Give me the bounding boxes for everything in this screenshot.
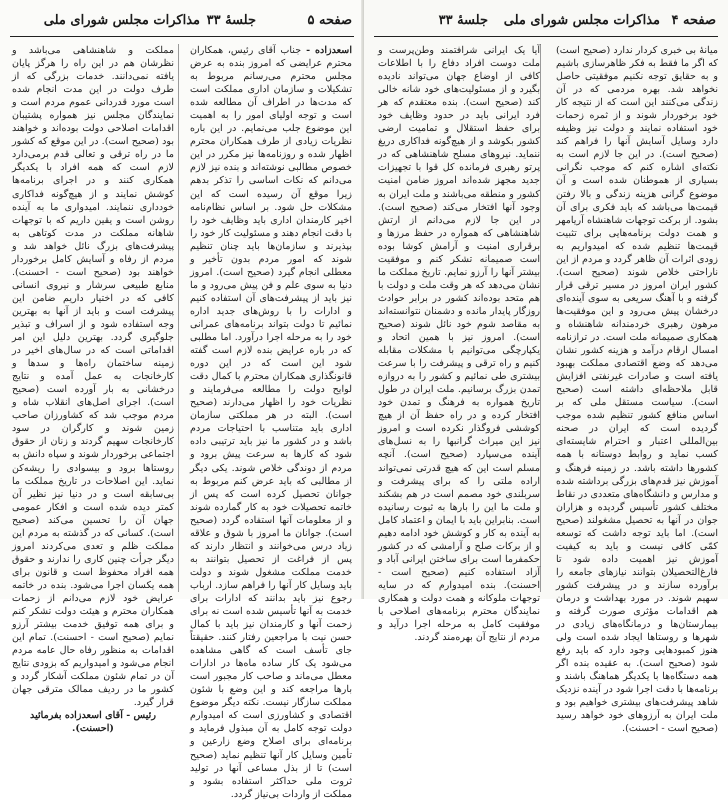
right-header-rule [374, 36, 718, 37]
left-column-right [190, 44, 352, 800]
right-page-title: مذاکرات مجلس شورای ملی [503, 13, 660, 28]
left-page-header [8, 9, 356, 35]
left-column-left [12, 44, 174, 735]
left-page-number: صفحه ۵ [307, 13, 352, 28]
left-column-closing: رئیس - آقای اسعدزاده بفرمائید (احسنت). [30, 710, 156, 735]
right-page [364, 0, 728, 735]
right-column-right-paragraph [556, 44, 718, 735]
left-column-divider [178, 44, 179, 592]
left-session-number: جلسهٔ ۳۳ [206, 13, 256, 28]
left-column-left-paragraph [12, 44, 174, 709]
right-column-right-text: میانهٔ بی خبری کردار ندارد (صحیح است) که اگر ما فقط به فکر ظاهرسازی باشیم و به حقایق توجه نکنیم موفقیتی حاصل نخواهد شد. بهره مردمی که در آن زندگی می‌کنند این است که از نتیجه کار خود برخوردار شوند و از ثمره زحمات خود استفاده نمایند و دولت نیز وظیفه دارد وسایل آسایش آنها را فراهم کند (صحیح است). در این جا لازم است به نکته‌ای اشاره کنم که موجب نگرانی بسیاری از هموطنان شده است و آن موضوع گرانی هزینه زندگی و بالا رفتن قیمت‌ها می‌باشد که باید فکری برای آن بشود. از برکت توجهات شاهنشاه آریامهر و همت دولت برنامه‌هایی برای تثبیت قیمت‌ها تنظیم شده که امیدواریم به زودی اثرات آن ظاهر گردد و مردم از این ناراحتی خلاص شوند (صحیح است). کشور ایران امروز در مسیر ترقی قرار گرفته و با آهنگ سریعی به سوی آینده‌ای درخشان پیش می‌رود و این موفقیت‌ها مرهون رهبری خردمندانه شاهنشاه و همکاری صمیمانه ملت است. در ترازنامه امسال ارقام درآمد و هزینه کشور نشان می‌دهد که وضع اقتصادی مملکت بهبود یافته است و صادرات غیرنفتی افزایش قابل ملاحظه‌ای داشته است (صحیح است). سیاست مستقل ملی که بر اساس منافع کشور تنظیم شده موجب گردیده است که ایران در صحنه بین‌المللی اعتبار و احترام شایسته‌ای کسب نماید و روابط دوستانه با همه کشورها داشته باشد. در زمینه فرهنگ و آموزش نیز قدم‌های بزرگی برداشته شده و مدارس و دانشگاه‌های متعددی در نقاط مختلف کشور تأسیس گردیده و هزاران جوان در آنها به تحصیل مشغولند (صحیح است). اما باید توجه داشت که توسعه کمّی کافی نیست و باید به کیفیت آموزش نیز اهمیت داده شود تا فارغ‌التحصیلان بتوانند نیازهای جامعه را برآورده سازند و در پیشرفت کشور سهیم شوند. در مورد بهداشت و درمان هم اقدامات مؤثری صورت گرفته و بیمارستان‌ها و درمانگاه‌های زیادی در شهرها و روستاها ایجاد شده است ولی هنوز کمبودهایی وجود دارد که باید رفع شود (صحیح است). به عقیده بنده اگر همه دستگاه‌ها با یکدیگر هماهنگ باشند و برنامه‌ها با دقت اجرا شود در آینده نزدیک شاهد پیشرفت‌های بیشتری خواهیم بود و ملت ایران به آرزوهای خود خواهد رسید (صحیح است - احسنت). [555, 45, 718, 735]
right-page-number: صفحه ۴ [671, 13, 716, 28]
right-column-left [378, 44, 540, 644]
left-header-rule [10, 36, 354, 37]
right-column-divider [540, 44, 541, 592]
speaker-name: اسعدزاده - [301, 45, 352, 56]
right-column-right [555, 44, 718, 735]
right-session-number: جلسهٔ ۳۳ [438, 13, 488, 28]
right-page-header [372, 9, 720, 35]
right-column-left-text: آیا یک ایرانی شرافتمند وطن‌پرست و ملت دوست افراد دفاع را با اطلاعات کافی از اوضاع جهان می‌تواند نادیده بگیرد و از مسئولیت‌های خود شانه خالی کند (صحیح است). بنده معتقدم که هر فرد ایرانی باید در حدود وظایف خود برای حفظ استقلال و تمامیت ارضی کشور بکوشد و از هیچ‌گونه فداکاری دریغ ننماید. نیروهای مسلح شاهنشاهی که در پرتو رهبری فرمانده کل قوا با تجهیزات جدید مجهز شده‌اند امروز ضامن امنیت کشور و منطقه می‌باشند و ملت ایران به وجود آنها افتخار می‌کند (صحیح است). در این جا لازم می‌دانم از ارتش شاهنشاهی که همواره در حفظ مرزها و برقراری امنیت و آرامش کوشا بوده است صمیمانه تشکر کنم و موفقیت بیشتر آنها را آرزو نمایم. تاریخ مملکت ما نشان می‌دهد که هر وقت ملت و دولت با هم متحد بوده‌اند کشور در برابر حوادث روزگار پایدار مانده و دشمنان نتوانسته‌اند به مقاصد شوم خود نائل شوند (صحیح است). امروز نیز با همین اتحاد و یکپارچگی می‌توانیم با مشکلات مقابله کنیم و راه ترقی و پیشرفت را با سرعت بیشتری طی نمائیم و کشور را به دروازه تمدن بزرگ برسانیم. ملت ایران در طول تاریخ همواره به فرهنگ و تمدن خود افتخار کرده و در راه حفظ آن از هیچ کوششی فروگذار نکرده است و امروز نیز این میراث گرانبها را به نسل‌های آینده می‌سپارد (صحیح است). آنچه مسلم است این که هیچ قدرتی نمی‌تواند اراده ملتی را که برای پیشرفت و سربلندی خود مصمم است در هم بشکند و ملت ما این را بارها به ثبوت رسانیده است. بنابراین باید با ایمان و اعتماد کامل به آینده به کار و کوشش خود ادامه دهیم و از برکات صلح و آرامشی که در کشور حکمفرما است برای ساختن ایرانی آباد و آزاد استفاده کنیم (صحیح است - احسنت). بنده امیدوارم که در سایه توجهات ملوکانه و همت دولت و همکاری نمایندگان محترم برنامه‌های اصلاحی با موفقیت کامل به مرحله اجرا درآید و مردم از نتایج آن بهره‌مند گردند. [378, 45, 540, 644]
left-column-right-text: جناب آقای رئیس، همکاران محترم عرایضی که امروز بنده به عرض مجلس محترم می‌رسانم مربوط به تشکیلات و سازمان اداری مملکت است که مدت‌ها در اطراف آن مطالعه شده است و توجه اولیای امور را به اهمیت این موضوع جلب می‌نمایم. در این باره نظریات زیادی از طرف همکاران محترم اظهار شده و روزنامه‌ها نیز مکرر در این خصوص مطالبی نوشته‌اند و بنده نیز لازم می‌دانم که نکات اساسی را تذکر بدهم زیرا موقع آن رسیده است که این مشکلات حل شود. بر اساس نظام‌نامه اخیر کارمندان اداری باید وظایف خود را با دقت انجام دهند و مسئولیت کار خود را بپذیرند و سازمان‌ها باید چنان تنظیم شوند که امور مردم بدون تأخیر و معطلی انجام گیرد (صحیح است). امروز دنیا به سوی علم و فن پیش می‌رود و ما نیز باید از پیشرفت‌های آن استفاده کنیم و ادارات را با روش‌های جدید اداره نمائیم تا دولت بتواند برنامه‌های عمرانی خود را به مرحله اجرا درآورد. اما مطلبی که در باره عرایض بنده لازم است گفته شود این است که در این دوره قانونگذاری همکاران محترم با کمال دقت لوایح دولت را مطالعه می‌فرمایند و نظریات خود را اظهار می‌دارند (صحیح است). البته در هر مملکتی سازمان اداری باید متناسب با احتیاجات مردم باشد و در کشور ما نیز باید ترتیبی داده شود که کارها به سرعت پیش برود و مردم از دوندگی خلاص شوند. یکی دیگر از مطالبی که باید عرض کنم مربوط به جوانان تحصیل کرده است که پس از خاتمه تحصیلات خود به کار گمارده شوند و از معلومات آنها استفاده گردد (صحیح است). جوانان ما امروز با شوق و علاقه زیاد درس می‌خوانند و انتظار دارند که پس از فراغت از تحصیل بتوانند به خدمت مملکت مشغول شوند و دولت باید وسایل کار آنها را فراهم سازد. ارباب رجوع نیز باید بدانند که ادارات برای خدمت به آنها تأسیس شده است نه برای زحمت آنها و کارمندان نیز باید با کمال حسن نیت با مراجعین رفتار کنند. حقیقتاً جای تأسف است که گاهی مشاهده می‌شود یک کار ساده ماه‌ها در ادارات معطل می‌ماند و صاحب کار مجبور است بارها مراجعه کند و این وضع با شئون مملکت سازگار نیست. نکته دیگر موضوع اقتصادی و کشاورزی است که امیدوارم دولت توجه کامل به آن مبذول فرماید و برنامه‌ای برای اصلاح وضع زارعین و تأمین وسایل کار آنها تنظیم نماید (صحیح است) تا از بذل مساعی آنها در تولید ثروت ملی حداکثر استفاده بشود و مملکت از واردات بی‌نیاز گردد. [190, 45, 352, 800]
left-page [0, 0, 364, 800]
right-column-left-paragraph [378, 44, 540, 644]
left-column-right-paragraph [190, 44, 352, 801]
left-column-left-text: مملکت و شاهنشاهی می‌باشد و نظرشان هم در این راه را هرگز پایان یافته نمی‌دانند. خدمات بزرگی که از طرف دولت در این مدت انجام شده است مورد قدردانی عموم مردم است و نمایندگان مجلس نیز همواره پشتیبان اقدامات اصلاحی دولت بوده‌اند و خواهند بود (صحیح است). در این موقع که کشور ما در راه ترقی و تعالی قدم برمی‌دارد لازم است که همه افراد با یکدیگر همکاری کنند و در اجرای برنامه‌ها کوشش نمایند و از هیچ‌گونه فداکاری خودداری ننمایند. امیدواری ما به آینده روشن است و یقین داریم که با توجهات شاهانه مملکت در مدت کوتاهی به پیشرفت‌های بزرگ نائل خواهد شد و مردم از رفاه و آسایش کامل برخوردار خواهند بود (صحیح است - احسنت). منابع طبیعی سرشار و نیروی انسانی کافی که در اختیار داریم ضامن این پیشرفت است و باید از آنها به بهترین وجه استفاده شود و از اسراف و تبذیر جلوگیری گردد. بهترین دلیل این امر اقداماتی است که در سال‌های اخیر در زمینه ساختمان راه‌ها و سدها و کارخانجات به عمل آمده و نتایج درخشانی به بار آورده است (صحیح است). اجرای اصل‌های انقلاب شاه و مردم موجب شد که کشاورزان صاحب زمین شوند و کارگران در سود کارخانجات سهیم گردند و زنان از حقوق اجتماعی برخوردار شوند و سپاه دانش به روستاها برود و بیسوادی را ریشه‌کن نماید. این اصلاحات در تاریخ مملکت ما بی‌سابقه است و در دنیا نیز نظیر آن کمتر دیده شده است و افکار عمومی جهان آن را تحسین می‌کند (صحیح است). کسانی که در گذشته به مردم این مملکت ظلم و تعدی می‌کردند امروز دیگر جرأت چنین کاری را ندارند و حقوق همه افراد محفوظ است و قانون برای همه یکسان اجرا می‌شود. بنده در خاتمه عرایض خود لازم می‌دانم از زحمات همکاران محترم و هیئت دولت تشکر کنم و برای همه توفیق خدمت بیشتر آرزو نمایم (صحیح است - احسنت). تمام این اقدامات به منظور رفاه حال عامه مردم انجام می‌شود و امیدواریم که بزودی نتایج آن در تمام شئون مملکت آشکار گردد و کشور ما در ردیف ممالک مترقی جهان قرار گیرد. [12, 45, 174, 709]
left-page-title: مذاکرات مجلس شورای ملی [43, 13, 200, 28]
